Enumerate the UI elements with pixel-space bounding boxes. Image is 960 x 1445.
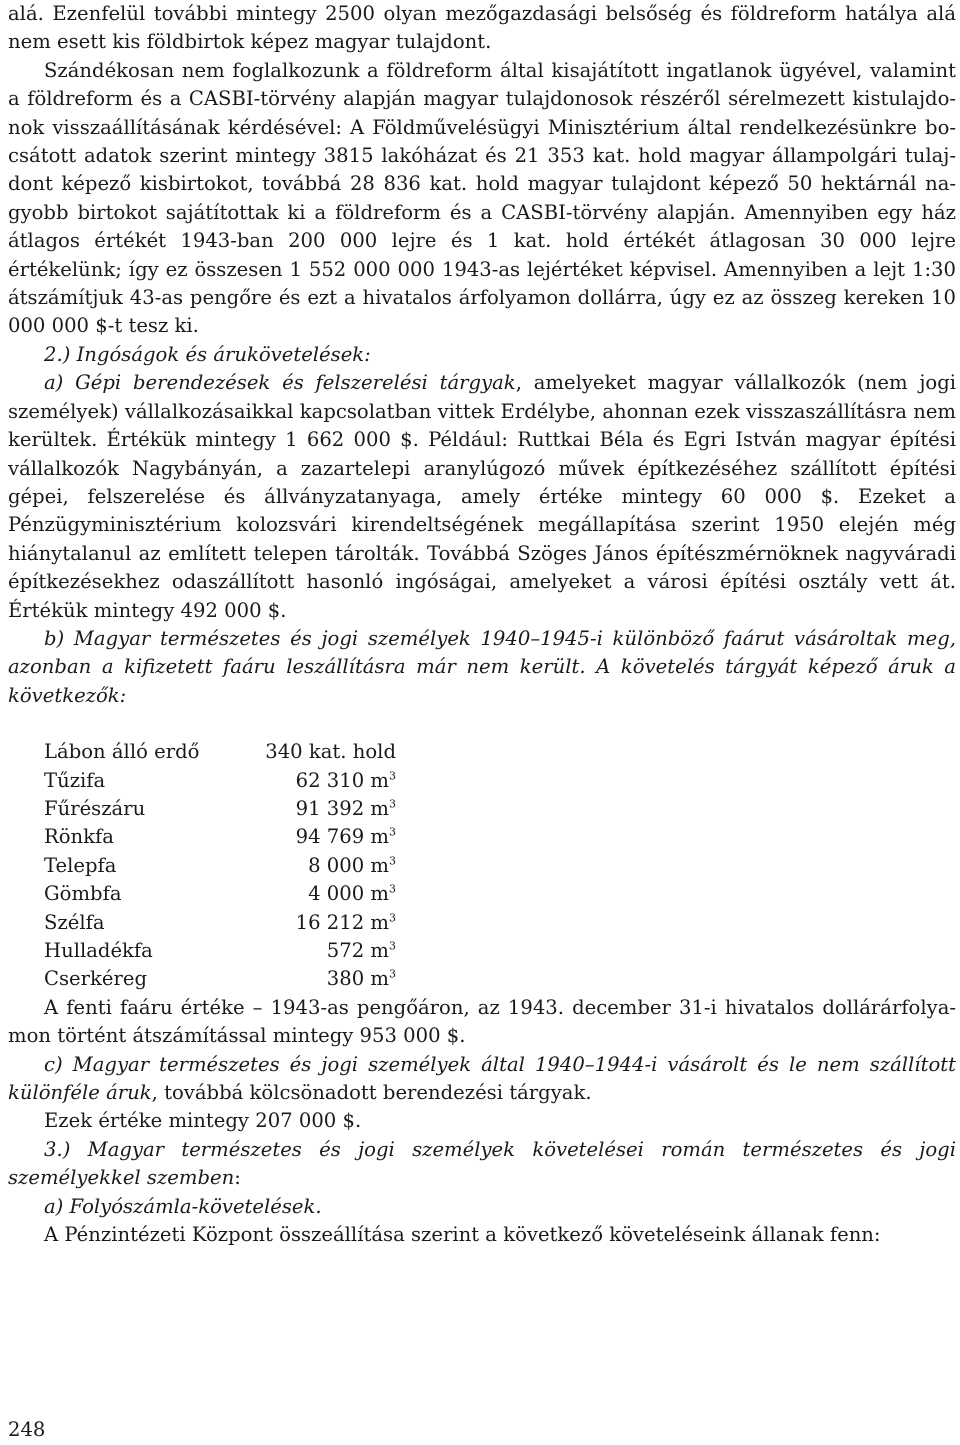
timber-quantity-value: 8 000 m — [308, 853, 389, 877]
paragraph-3a: A Pénzintézeti Központ összeállítása szerint a következő követeléseink állanak fenn: — [44, 1223, 881, 1247]
timber-quantity — [256, 795, 396, 823]
timber-unit-exponent: 3 — [389, 769, 396, 783]
timber-name: Hulladékfa — [44, 939, 153, 962]
paragraph-2a-lead: a) Gépi berendezések és felszerelési tárgyak — [44, 371, 516, 395]
timber-table-body — [44, 738, 396, 994]
timber-unit-exponent: 3 — [389, 825, 396, 839]
timber-unit-exponent: 3 — [389, 967, 396, 981]
timber-quantity-value: 380 m — [326, 967, 389, 991]
timber-quantity-value: 572 m — [326, 939, 389, 962]
paragraph-2c-lead: c) Magyar természetes és jogi személyek által 1940–1944-i vásárolt és le nem szállított különféle áruk — [8, 1052, 956, 1105]
timber-unit-exponent: 3 — [389, 911, 396, 925]
timber-quantity — [256, 738, 396, 766]
timber-name: Szélfa — [44, 910, 105, 934]
timber-row — [44, 852, 396, 880]
timber-name: Cserkéreg — [44, 967, 147, 991]
timber-quantity-value: 62 310 m — [295, 768, 389, 792]
timber-quantity — [256, 880, 396, 908]
timber-quantity-value: 94 769 m — [295, 825, 389, 849]
section-3a-heading: a) Folyószámla-követelések. — [44, 1194, 322, 1218]
timber-quantity-value: 91 392 m — [295, 796, 389, 820]
timber-table — [44, 738, 396, 994]
body-text — [8, 0, 956, 1249]
timber-quantity — [256, 909, 396, 937]
timber-row — [44, 795, 396, 823]
paragraph-2c-value: Ezek értéke mintegy 207 000 $. — [44, 1109, 362, 1133]
timber-quantity — [256, 965, 396, 993]
timber-row — [44, 823, 396, 851]
timber-name: Gömbfa — [44, 882, 122, 906]
timber-row — [44, 909, 396, 937]
timber-quantity — [256, 767, 396, 795]
timber-unit-exponent: 3 — [389, 797, 396, 811]
timber-row — [44, 965, 396, 993]
page-number: 248 — [8, 1418, 46, 1441]
timber-unit-exponent: 3 — [389, 854, 396, 868]
section-3-heading-lead: 3.) Magyar természetes és jogi személyek követelései román természetes és jogi személyekkel szemben — [8, 1137, 956, 1190]
timber-quantity-value: 340 kat. hold — [265, 740, 396, 764]
timber-quantity — [256, 937, 396, 965]
timber-quantity — [256, 852, 396, 880]
paragraph-timber-value: A fenti faáru értéke – 1943-as pengőáron, az 1943. december 31-i hivatalos dollárárfolyamon történt átszámítással mintegy 953 000 $. — [8, 995, 956, 1048]
paragraph-intro: alá. Ezenfelül további mintegy 2500 olyan mezőgazdasági belsőség és földreform hatálya alá nem esett kis földbirtok képez magyar tulajdont. — [8, 2, 956, 54]
timber-quantity-value: 4 000 m — [308, 882, 389, 906]
timber-quantity — [256, 823, 396, 851]
timber-row — [44, 738, 396, 766]
timber-name: Tűzifa — [44, 768, 106, 792]
section-2-heading: 2.) Ingóságok és árukövetelések: — [44, 342, 371, 366]
paragraph-2a-body: , amelyeket magyar vállalkozók (nem jogi személyek) vállalkozásaikkal kapcsolatban vittek Erdélybe, ahonnan ezek visszaszállításra nem kerültek. Értékük mintegy 1 662 000 $. Például: Ruttkai Béla és Egri István magyar építési vállalkozók Nagybányán, a zazartelepi aranylúgozó művek építkezéséhez szállított építési gépei, felszerelése és állványzatanyaga, amely értéke mintegy 60 000 $. Ezeket a Pénzügyminisztérium kolozsvári kirendeltségének megállapítása szerint 1950 elején még hiánytalanul az említett telepen tárolták. Továbbá Szöges János építészmérnöknek nagyváradi építkezésekhez odaszállított hasonló ingóságai, amelyeket a városi építési osztály vett át. Értékük mintegy 492 000 $. — [8, 371, 957, 622]
timber-name: Fűrészáru — [44, 796, 146, 820]
paragraph-2c-body: , továbbá kölcsönadott berendezési tárgyak. — [151, 1081, 592, 1105]
timber-name: Telepfa — [44, 853, 117, 877]
section-3-heading — [8, 1136, 956, 1193]
paragraph-2b: b) Magyar természetes és jogi személyek 1940–1945-i különböző faárut vásároltak meg, azonban a kifizetett faáru leszállításra már nem került. A követelés tárgyát képező áruk a következők: — [8, 626, 956, 707]
timber-row — [44, 767, 396, 795]
timber-quantity-value: 16 212 m — [295, 910, 389, 934]
paragraph-2c — [8, 1051, 956, 1108]
paragraph-land-reform: Szándékosan nem foglalkozunk a földreform által kisajátított ingatlanok ügyével, valamint a földreform és a CASBI-törvény alapján magyar tulajdonosok részéről sérelmezett kistulajdonok visszaállításának kérdésével: A Földművelésügyi Minisztérium által rendelkezésünkre bocsátott adatok szerint mintegy 3815 lakóházat és 21 353 kat. hold magyar állampolgári tulajdont képező kisbirtokot, továbbá 28 836 kat. hold magyar tulajdont képező 50 hektárnál nagyobb birtokot sajátítottak ki a földreform és a CASBI-törvény alapján. Amennyiben egy ház átlagos értékét 1943-ban 200 000 lejre és 1 kat. hold értékét átlagosan 30 000 lejre értékelünk; így ez összesen 1 552 000 000 1943-as lejértéket képvisel. Amennyiben a lejt 1:30 átszámítjuk 43-as pengőre és ezt a hivatalos árfolyamon dollárra, úgy ez az összeg kereken 10 000 000 $-t tesz ki. — [8, 58, 956, 338]
timber-unit-exponent: 3 — [389, 882, 396, 896]
timber-row — [44, 880, 396, 908]
timber-name: Rönkfa — [44, 825, 114, 849]
timber-name: Lábon álló erdő — [44, 740, 200, 764]
spacer — [8, 710, 956, 738]
timber-row — [44, 937, 396, 965]
timber-unit-exponent: 3 — [389, 939, 396, 953]
paragraph-2a — [8, 369, 956, 625]
section-3-heading-colon: : — [234, 1166, 241, 1190]
